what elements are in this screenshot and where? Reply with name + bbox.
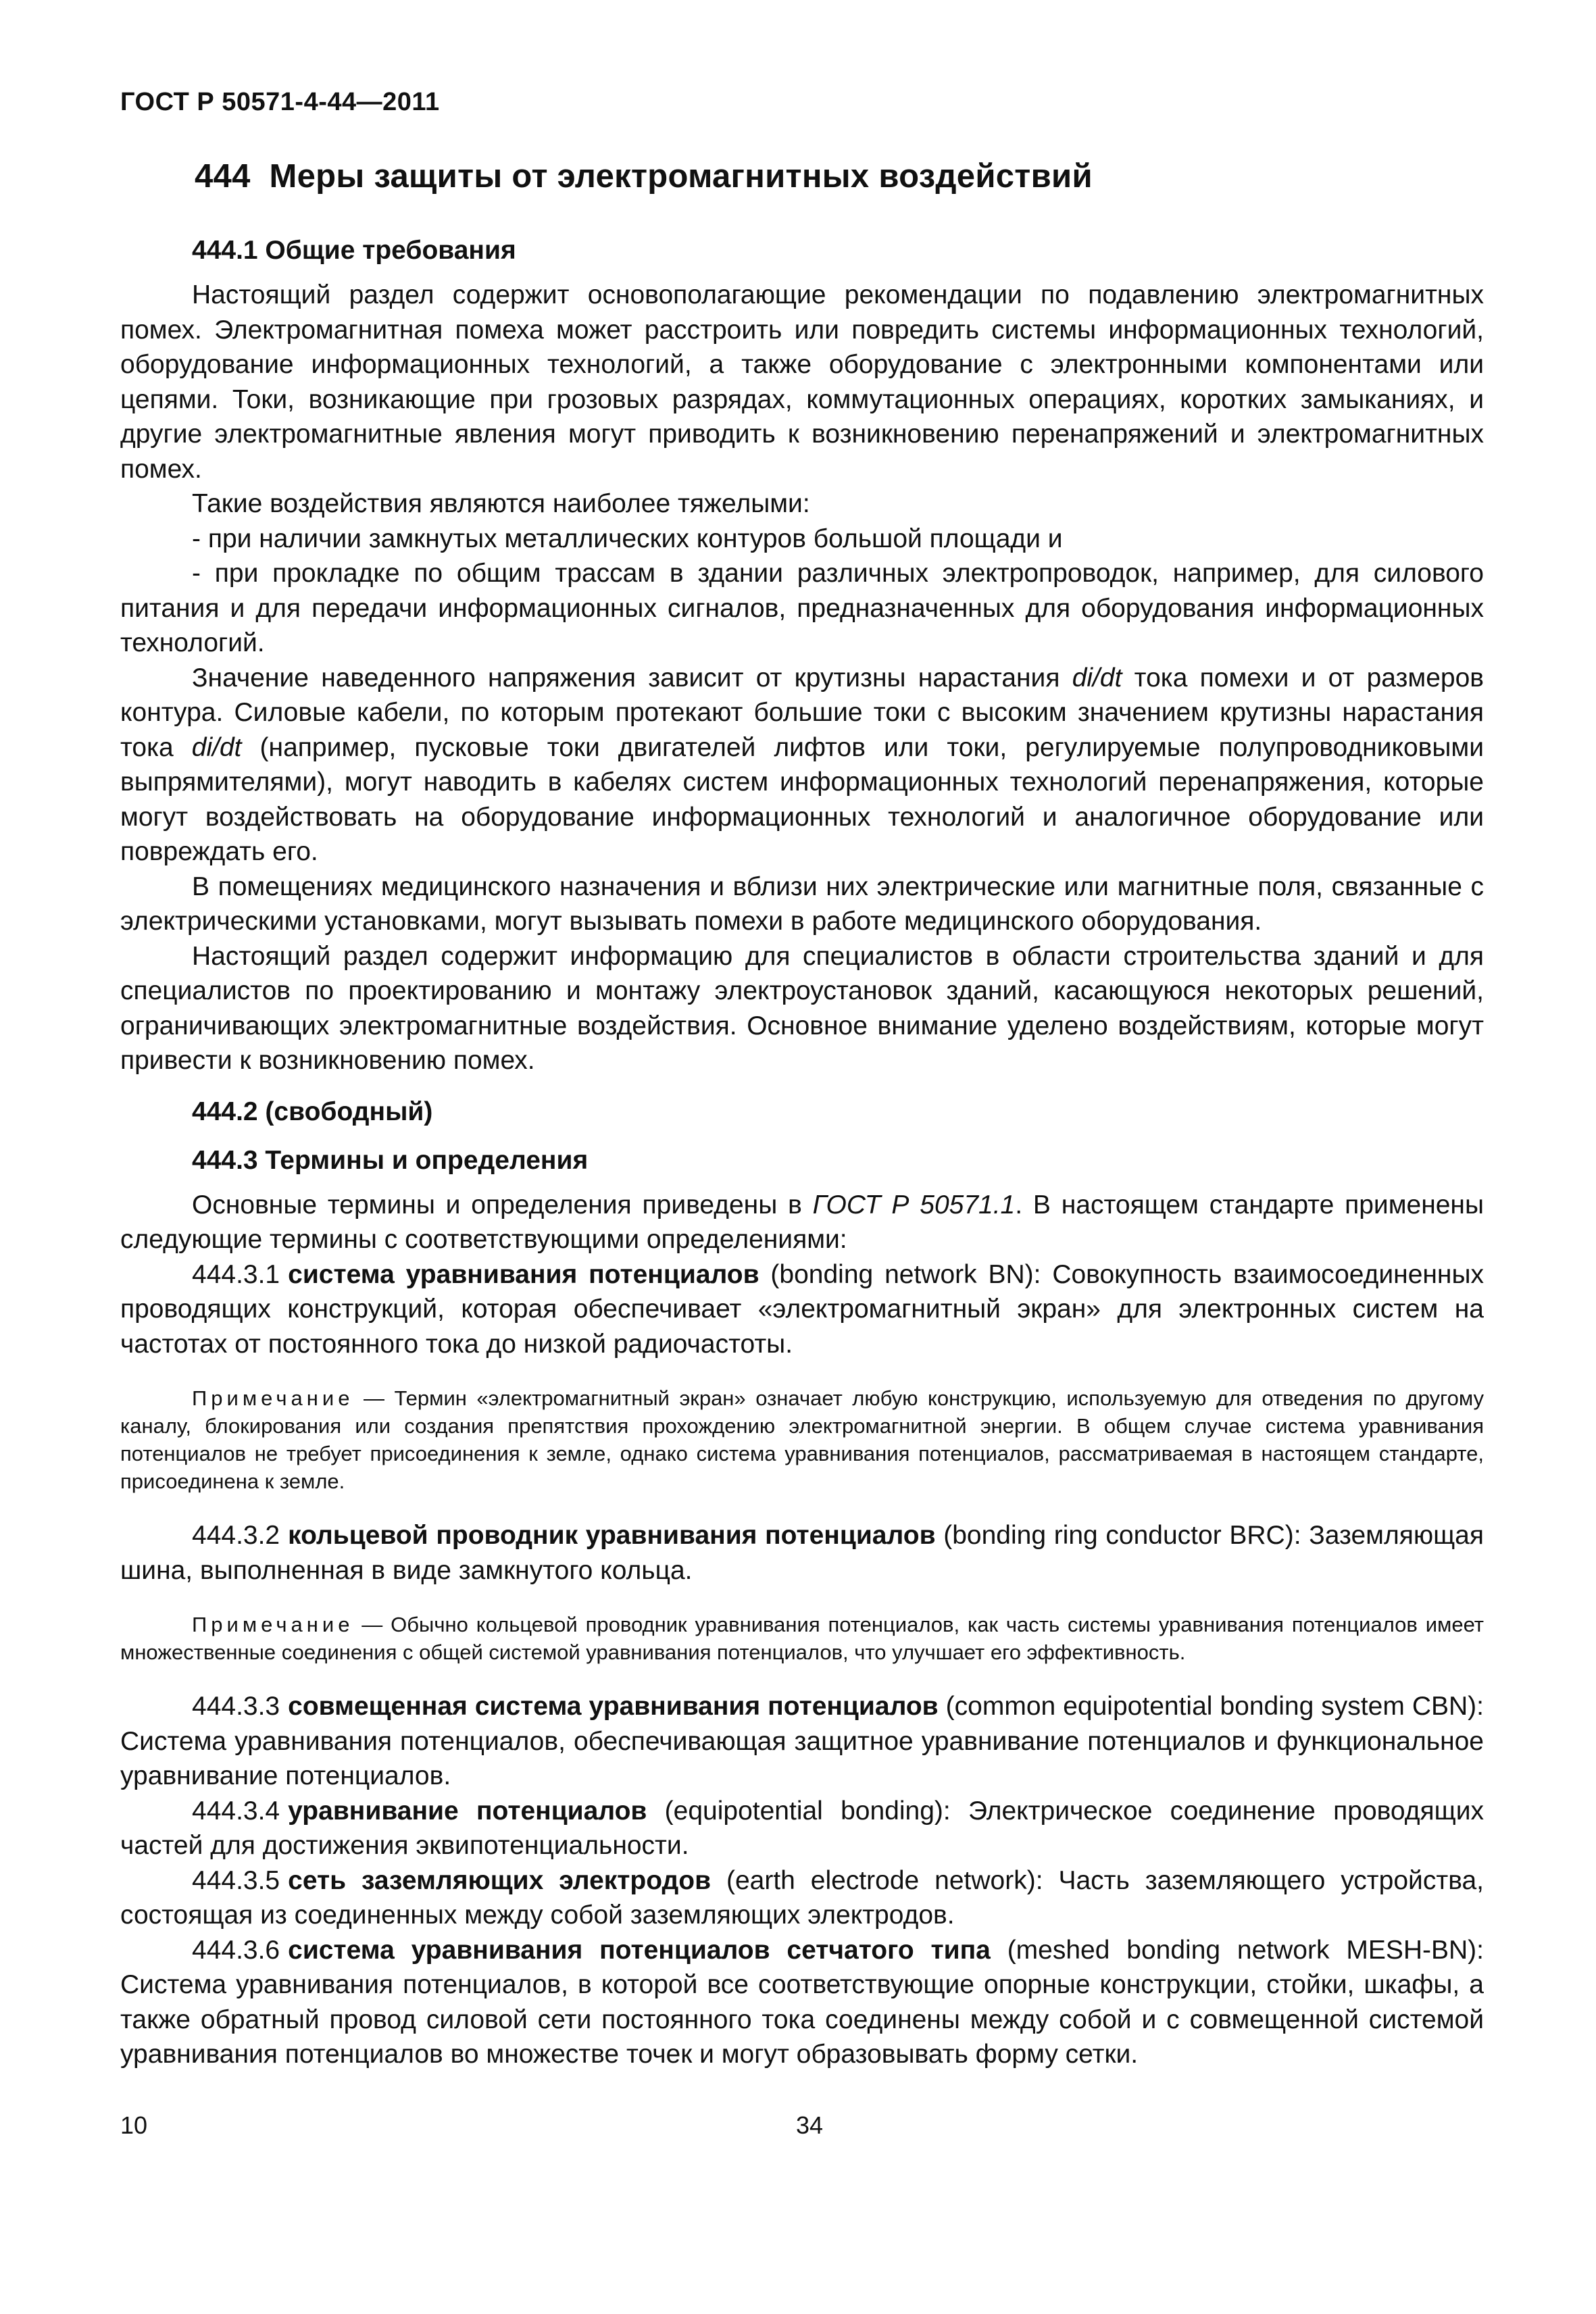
page-count: 34 <box>796 2111 824 2139</box>
paragraph: Настоящий раздел содержит информацию для специалистов в области строительства зданий и для специалистов по проектированию и монтажу электроустановок зданий, касающуюся некоторых решений, ограничивающих электромагнитные воздействия. Основное внимание уделено воздействиям, которые могут привести к возникновению помех. <box>120 941 1484 1075</box>
section-title-text: Меры защиты от электромагнитных воздействий <box>269 158 1093 195</box>
term-444-3-3 <box>120 1689 1484 1794</box>
term-name: уравнивание потенциалов <box>288 1796 647 1826</box>
paragraph <box>120 661 1484 870</box>
note <box>120 1611 1484 1666</box>
standard-id: ГОСТ Р 50571-4-44—2011 <box>120 88 440 116</box>
term-444-3-1 <box>120 1257 1484 1362</box>
page-number: 10 <box>120 2111 148 2139</box>
paragraph: Такие воздействия являются наиболее тяжелыми: <box>192 489 810 518</box>
term-definition: (bonding ring conductor BRC): Заземляющая шина, выполненная в виде замкнутого кольца. <box>120 1521 1484 1585</box>
term-number: 444.3.3 <box>192 1692 280 1721</box>
term-name: система уравнивания потенциалов сетчатого типа <box>288 1935 991 1965</box>
standard-reference: ГОСТ Р 50571.1 <box>812 1190 1016 1219</box>
list-item: - при наличии замкнутых металлических контуров большой площади и <box>192 524 1063 553</box>
term-444-3-4 <box>120 1794 1484 1863</box>
section-title <box>195 157 1484 195</box>
formula-didt: di/dt <box>191 732 242 762</box>
term-name: кольцевой проводник уравнивания потенциалов <box>288 1521 936 1550</box>
note-label: Примечание <box>192 1613 354 1636</box>
paragraph: В помещениях медицинского назначения и вблизи них электрические или магнитные поля, связанные с электрическими установками, могут вызывать помехи в работе медицинского оборудования. <box>120 872 1484 936</box>
note-text: — Термин «электромагнитный экран» означает любую конструкцию, используемую для отведения по другому каналу, блокирования или создания препятствия прохождению электромагнитной энергии. В общем случае система уравнивания потенциалов не требует присоединения к земле, однако система уравнивания потенциалов, рассматриваемая в настоящем стандарте, присоединена к земле. <box>120 1386 1484 1493</box>
term-number: 444.3.5 <box>192 1865 280 1895</box>
paragraph: Настоящий раздел содержит основополагающие рекомендации по подавлению электромагнитных помех. Электромагнитная помеха может расстроить или повредить системы информационных технологий, оборудование информационных технологий, а также оборудование с электронными компонентами или цепями. Токи, возникающие при грозовых разрядах, коммутационных операциях, коротких замыканиях, и другие электромагнитные явления могут приводить к возникновению перенапряжений и электромагнитных помех. <box>120 280 1484 484</box>
heading-444-2: 444.2 (свободный) <box>192 1097 433 1126</box>
term-definition: (common equipotential bonding system CBN): Система уравнивания потенциалов, обеспечивающая защитное уравнивание потенциалов и функциональное уравнивание потенциалов. <box>120 1692 1485 1790</box>
term-name: совмещенная система уравнивания потенциалов <box>288 1692 939 1721</box>
term-444-3-2 <box>120 1518 1484 1588</box>
heading-444-1: 444.1 Общие требования <box>192 236 516 265</box>
term-444-3-5 <box>120 1863 1484 1933</box>
term-number: 444.3.2 <box>192 1521 280 1550</box>
section-number: 444 <box>195 158 251 195</box>
note-text: — Обычно кольцевой проводник уравнивания потенциалов, как часть системы уравнивания потенциалов имеет множественные соединения с общей системой уравнивания потенциалов, что улучшает его эффективность. <box>120 1613 1484 1664</box>
text-run: (например, пусковые токи двигателей лифтов или токи, регулируемые полупроводниковыми выпрямителями), могут наводить в кабелях систем информационных технологий перенапряжения, которые могут воздействовать на оборудование информационных технологий и аналогичное оборудование или повреждать его. <box>120 732 1485 866</box>
term-definition: (earth electrode network): Часть заземляющего устройства, состоящая из соединенных между собой заземляющих электродов. <box>120 1865 1485 1930</box>
text-run: тока помехи и от размеров контура. Силовые кабели, по которым протекают большие токи с высоким значением крутизны нарастания тока <box>120 663 1485 762</box>
paragraph <box>120 1188 1484 1257</box>
term-name: сеть заземляющих электродов <box>288 1865 712 1895</box>
term-definition: (equipotential bonding): Электрическое соединение проводящих частей для достижения эквипотенциальности. <box>120 1796 1484 1860</box>
term-number: 444.3.4 <box>192 1796 280 1826</box>
text-run: . В настоящем стандарте применены следующие термины с соответствующими определениями: <box>120 1190 1484 1254</box>
heading-444-3: 444.3 Термины и определения <box>192 1145 589 1175</box>
term-444-3-6 <box>120 1933 1484 2072</box>
term-definition: (meshed bonding network MESH-BN): Система уравнивания потенциалов, в которой все соответствующие опорные конструкции, стойки, шкафы, а также обратный провод силовой сети постоянного тока соединены между собой и с совмещенной системой уравнивания потенциалов во множестве точек и могут образовывать форму сетки. <box>120 1935 1484 2069</box>
text-run: Значение наведенного напряжения зависит от крутизны нарастания <box>192 663 1072 693</box>
term-number: 444.3.6 <box>192 1935 280 1965</box>
note <box>120 1384 1484 1495</box>
term-name: система уравнивания потенциалов <box>288 1259 759 1289</box>
document-page <box>120 88 1484 2072</box>
list-item: - при прокладке по общим трассам в здании различных электропроводок, например, для силового питания и для передачи информационных сигналов, предназначенных для оборудования информационных технологий. <box>120 559 1484 657</box>
formula-didt: di/dt <box>1072 663 1122 693</box>
note-label: Примечание <box>192 1386 354 1410</box>
term-definition: (bonding network BN): Совокупность взаимосоединенных проводящих конструкций, которая обеспечивает «электромагнитный экран» для электронных систем на частотах от постоянного тока до низкой радиочастоты. <box>120 1259 1485 1359</box>
text-run: Основные термины и определения приведены в <box>192 1190 813 1219</box>
term-number: 444.3.1 <box>192 1259 280 1289</box>
